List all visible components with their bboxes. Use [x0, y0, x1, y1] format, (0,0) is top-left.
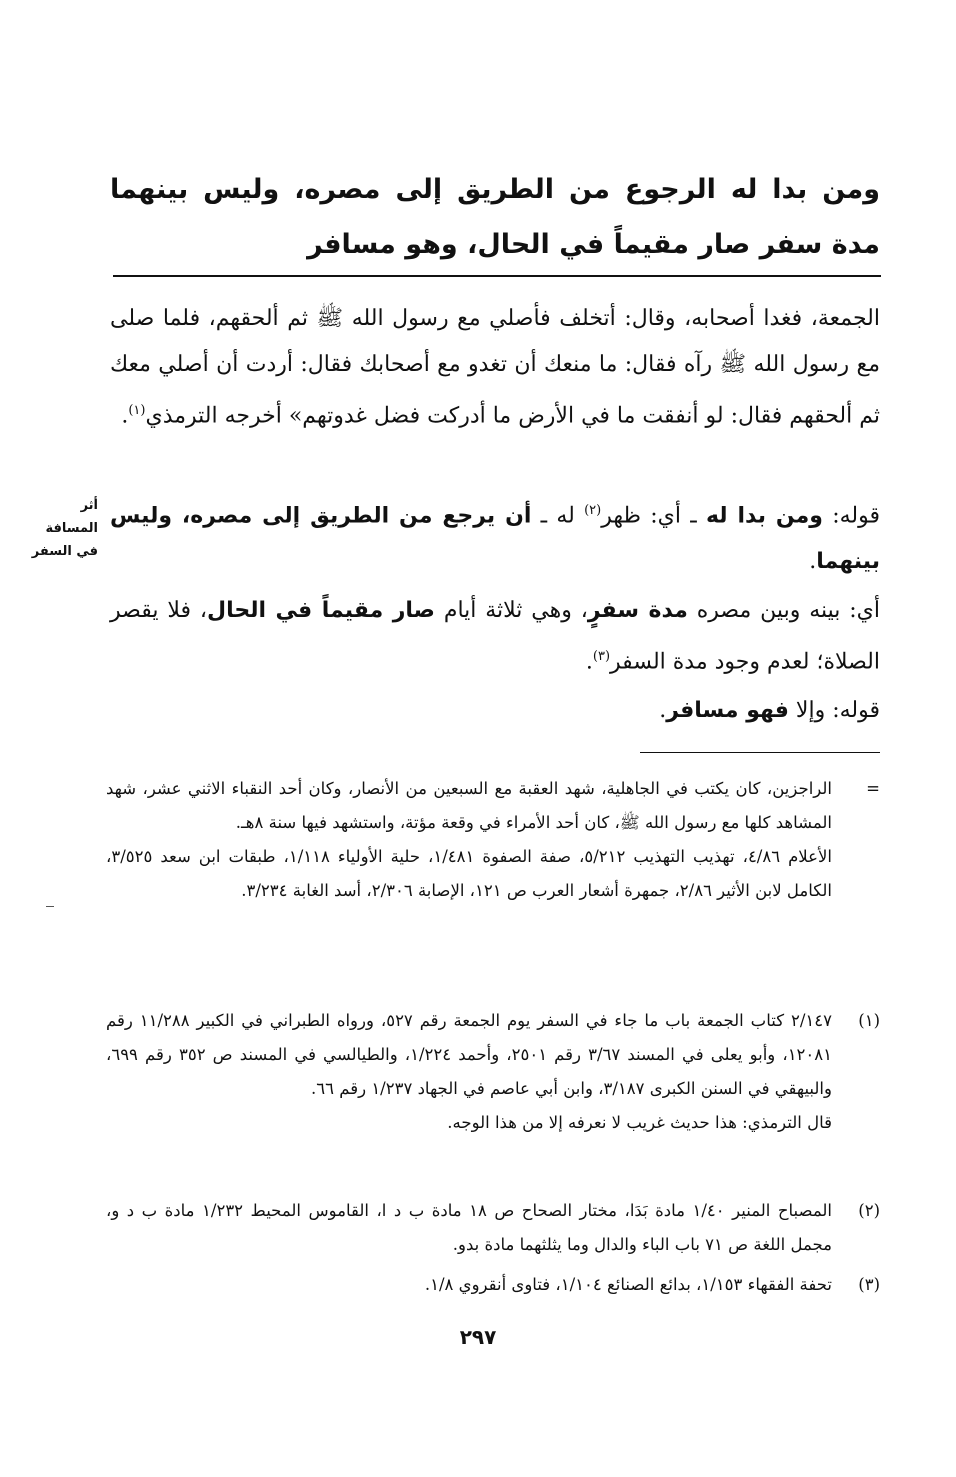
gloss-text: ، وهي ثلاثة أيام	[434, 598, 588, 623]
margin-note-line: المسافة	[45, 521, 98, 536]
gloss-text: أي: بينه وبين مصره	[687, 598, 881, 623]
paragraph-text: الجمعة، فغدا أصحابه، وقال: أتخلف فأصلي مع رسول الله ﷺ ثم ألحقهم، فلما صلى مع رسول الله ﷺ رآه فقال: ما منعك أن تغدو مع أصحابك فقال: أردت أن أصلي معك ثم ألحقهم فقال: لو أنفقت ما في الأرض ما أدركت فضل غدوتهم» أخرجه الترمذي	[110, 306, 880, 429]
footnote-text: ٢/١٤٧ كتاب الجمعة باب ما جاء في السفر يوم الجمعة رقم ٥٢٧، ورواه الطبراني في الكبير ١١/٢٨٨ رقم ١٢٠٨١، وأبو يعلى في المسند ٣/٦٧ رقم ٢٥٠١، وأحمد ١/٢٢٤، والطيالسي في المسند ص ٣٥٢ رقم ٦٩٩، والبيهقي في السنن الكبرى ٣/١٨٧، وابن أبي عاصم في الجهاد ١/٢٣٧ رقم ٦٦.	[106, 1011, 832, 1098]
footnote-sources: الأعلام ٤/٨٦، تهذيب التهذيب ٥/٢١٢، صفة الصفوة ١/٤٨١، حلية الأولياء ١/١١٨، طبقات ابن سعد ٣/٥٢٥، الكامل لابن الأثير ٢/٨٦، جمهرة أشعار العرب ص ١٢١، الإصابة ٢/٣٠٦، أسد الغابة ٣/٢٣٤.	[106, 847, 832, 900]
continuation-marker: =	[866, 779, 880, 798]
quote-intro: قوله: وإلا	[788, 698, 880, 723]
footnote-ref-3: (٣)	[592, 649, 611, 664]
footnote-3	[106, 1268, 880, 1302]
bold-matn: فهو مسافر	[666, 698, 789, 723]
footnote-divider	[640, 752, 880, 753]
bold-matn: أن يرجع من الطريق إلى مصره، وليس بينهما	[110, 503, 880, 575]
gloss-text: له ـ	[531, 503, 585, 529]
punctuation: .	[659, 698, 667, 723]
punctuation: .	[121, 403, 129, 429]
punctuation: .	[585, 649, 593, 675]
footnote-text: الراجزين، كان يكتب في الجاهلية، شهد العقبة مع السبعين من الأنصار، وكان أحد النقباء الاثني عشر، شهد المشاهد كلها مع رسول الله ﷺ، كان أحد الأمراء في وقعة مؤتة، واستشهد فيها سنة ٨هـ.	[106, 779, 832, 832]
body-paragraph-4	[110, 688, 880, 734]
body-paragraph-2	[110, 488, 880, 585]
heading-text: ومن بدا له الرجوع من الطريق إلى مصره، وليس بينهما مدة سفر صار مقيماً في الحال، وهو مسافر	[110, 174, 880, 260]
page-number: ٢٩٧	[459, 1325, 497, 1349]
footnote-ref-2: (٢)	[584, 503, 602, 518]
footnote-ref-1: (١)	[128, 403, 146, 418]
body-paragraph-3	[110, 588, 880, 685]
footnote-text: المصباح المنير ١/٤٠ مادة بَدَا، مختار الصحاح ص ١٨ مادة ب د ا، القاموس المحيط ١/٢٣٢ مادة ب د و، مجمل اللغة ص ٧١ باب الباء والدال وما يثلثهما مادة بدو.	[106, 1201, 832, 1254]
footnote-number: (١)	[858, 1011, 880, 1030]
punctuation: .	[809, 549, 817, 575]
bold-matn: مدة سفرٍ	[587, 598, 688, 623]
bold-matn: صار مقيماً في الحال	[206, 598, 435, 623]
quote-intro: قوله:	[822, 503, 880, 529]
footnote-text: قال الترمذي: هذا حديث غريب لا نعرفه إلا من هذا الوجه.	[447, 1113, 832, 1132]
footnote-number: (٣)	[858, 1275, 880, 1294]
body-paragraph-1	[110, 296, 880, 439]
footnote-number: (٢)	[858, 1201, 880, 1220]
margin-note-line: أثر	[80, 498, 98, 513]
margin-note	[26, 494, 98, 563]
footnote-text: تحفة الفقهاء ١/١٥٣، بدائع الصنائع ١/١٠٤، فتاوى أنقروي ١/٨.	[424, 1275, 832, 1294]
gloss-text: ، فلا يقصر الصلاة؛ لعدم وجود مدة السفر	[110, 598, 880, 675]
footnote-1	[106, 1004, 880, 1140]
scan-mark	[46, 906, 54, 907]
footnote-continued	[106, 772, 880, 908]
section-heading	[110, 162, 880, 272]
gloss-text: ـ أي: ظهر	[601, 503, 706, 529]
footnote-2	[106, 1194, 880, 1262]
heading-divider	[113, 275, 881, 277]
bold-matn: ومن بدا له	[705, 503, 823, 529]
margin-note-line: في السفر	[31, 544, 98, 559]
